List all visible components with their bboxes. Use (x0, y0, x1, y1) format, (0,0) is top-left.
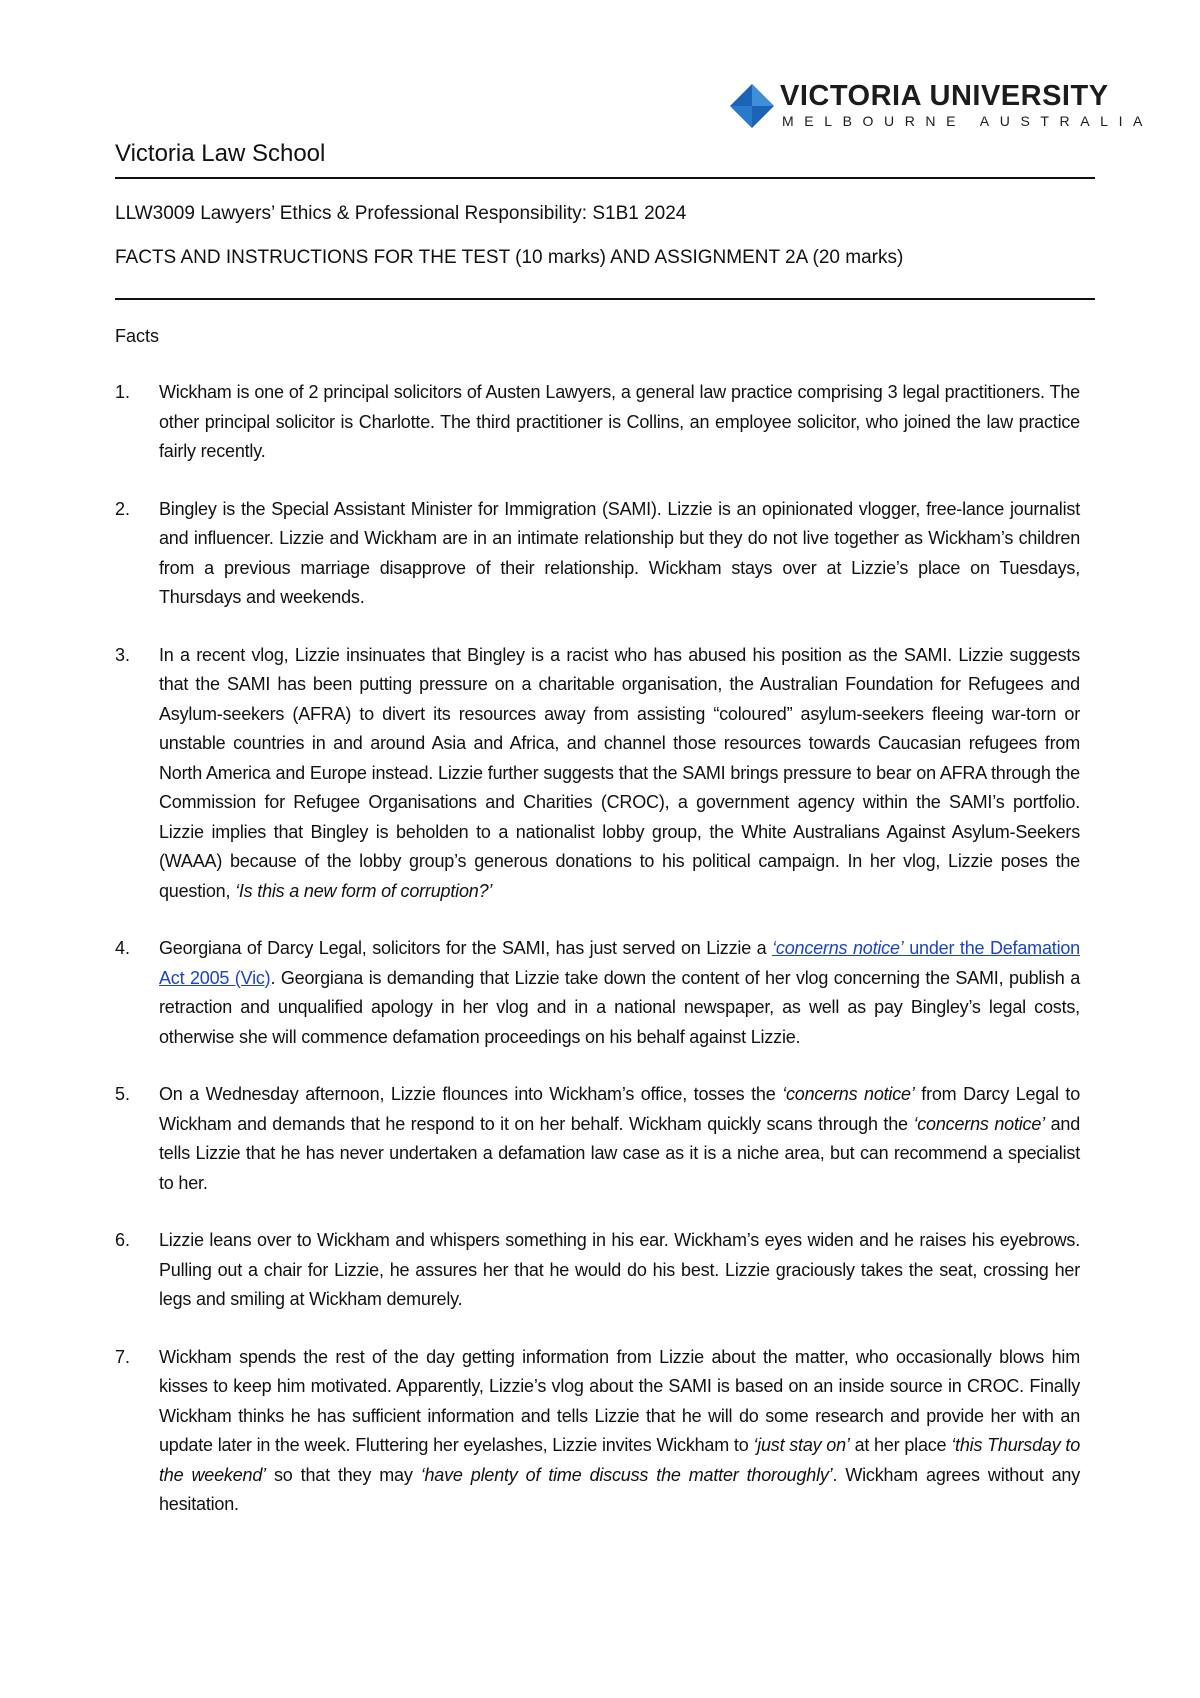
facts-list (115, 378, 1080, 1520)
fact-number: 6. (115, 1230, 131, 1250)
diamond-logo-icon (728, 82, 776, 130)
fact-number: 4. (115, 938, 131, 958)
logo-location: MELBOURNE AUSTRALIA (782, 113, 1153, 129)
fact-text: In a recent vlog, Lizzie insinuates that Bingley is a racist who has abused his position as the SAMI. Lizzie suggests that the SAMI has been putting pressure on a charitable organisation, the Australian Foundation for Refugees and Asylum-seekers (AFRA) to divert its resources away from assisting “coloured” asylum-seekers fleeing war-torn or unstable countries in and around Asia and Africa, and channel those resources towards Caucasian refugees from North America and Europe instead. Lizzie further suggests that the SAMI brings pressure to bear on AFRA through the Commission for Refugee Organisations and Charities (CROC), a government agency within the SAMI’s portfolio. Lizzie implies that Bingley is beholden to a nationalist lobby group, the White Australians Against Asylum-Seekers (WAAA) because of the lobby group’s generous donations to his political campaign. In her vlog, Lizzie poses the question, ‘Is this a new form of corruption?’ (159, 644, 1080, 901)
fact-item (115, 495, 1080, 613)
fact-item (115, 934, 1080, 1052)
fact-text: Wickham spends the rest of the day getting information from Lizzie about the matter, who occasionally blows him kisses to keep him motivated. Apparently, Lizzie’s vlog about the SAMI is based on an inside source in CROC. Finally Wickham thinks he has sufficient information and tells Lizzie that he will do some research and provide her with an update later in the week. Fluttering her eyelashes, Lizzie invites Wickham to ‘just stay on’ at her place ‘this Thursday to the weekend’ so that they may ‘have plenty of time discuss the matter thoroughly’. Wickham agrees without any hesitation. (159, 1346, 1081, 1514)
fact-item (115, 1226, 1080, 1315)
fact-item (115, 1080, 1080, 1198)
fact-number: 3. (115, 644, 131, 665)
defamation-act-link[interactable]: ‘concerns notice’ under the Defamation Act 2005 (Vic) (159, 938, 1080, 988)
section-title: Facts (115, 326, 160, 346)
logo-university-name: VICTORIA UNIVERSITY (780, 80, 1109, 112)
fact-item (115, 378, 1080, 467)
fact-number: 2. (115, 498, 131, 519)
fact-text: On a Wednesday afternoon, Lizzie flounces into Wickham’s office, tosses the ‘concerns notice’ from Darcy Legal to Wickham and demands that he respond to it on her behalf. Wickham quickly scans through the ‘concerns notice’ and tells Lizzie that he has never undertaken a defamation law case as it is a niche area, but can recommend a specialist to her. (159, 1084, 1081, 1193)
fact-text: Georgiana of Darcy Legal, solicitors for the SAMI, has just served on Lizzie a ‘concerns notice’ under the Defamation Act 2005 (Vic). Georgiana is demanding that Lizzie take down the content of her vlog concerning the SAMI, publish a retraction and unqualified apology in her vlog and in a national newspaper, as well as pay Bingley’s legal costs, otherwise she will commence defamation proceedings on his behalf against Lizzie. (159, 938, 1081, 1047)
fact-number: 5. (115, 1084, 131, 1104)
instructions-title: FACTS AND INSTRUCTIONS FOR THE TEST (10 marks) AND ASSIGNMENT 2A (20 marks) (115, 247, 904, 268)
university-logo (728, 80, 1153, 130)
header-divider (115, 177, 1095, 179)
fact-text: Wickham is one of 2 principal solicitors of Austen Lawyers, a general law practice comprising 3 legal practitioners. The other principal solicitor is Charlotte. The third practitioner is Collins, an employee solicitor, who joined the law practice fairly recently. (159, 382, 1080, 461)
fact-number: 1. (115, 382, 131, 402)
fact-text: Bingley is the Special Assistant Minister for Immigration (SAMI). Lizzie is an opinionated vlogger, free-lance journalist and influencer. Lizzie and Wickham are in an intimate relationship but they do not live together as Wickham’s children from a previous marriage disapprove of their relationship. Wickham stays over at Lizzie’s place on Tuesdays, Thursdays and weekends. (159, 498, 1080, 607)
fact-text: Lizzie leans over to Wickham and whispers something in his ear. Wickham’s eyes widen and he raises his eyebrows. Pulling out a chair for Lizzie, he assures her that he would do his best. Lizzie graciously takes the seat, crossing her legs and smiling at Wickham demurely. (159, 1230, 1080, 1309)
school-title: Victoria Law School (115, 140, 326, 167)
course-title: LLW3009 Lawyers’ Ethics & Professional Responsibility: S1B1 2024 (115, 203, 687, 224)
fact-item (115, 641, 1080, 907)
fact-item (115, 1343, 1080, 1520)
header-divider-bottom (115, 298, 1095, 300)
fact-number: 7. (115, 1346, 131, 1367)
